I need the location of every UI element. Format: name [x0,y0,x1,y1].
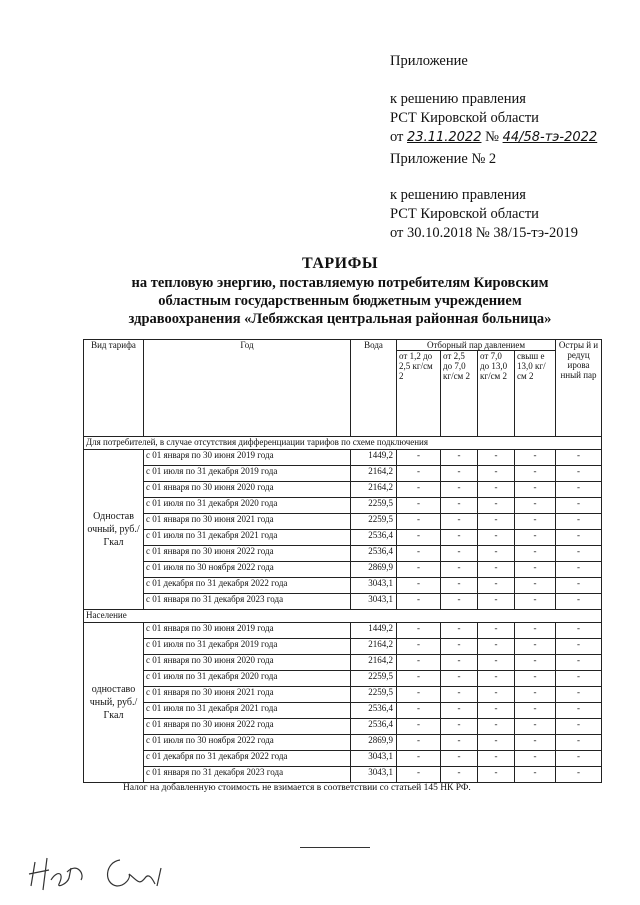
table-row [84,671,602,687]
table-row [84,751,602,767]
section1-label: Для потребителей, в случае отсутствия дифференциации тарифов по схеме подключения [84,437,602,450]
water-tariff-cell: 3043,1 [351,751,397,767]
empty-tariff-cell: - [478,546,515,562]
appendix-title: Приложение [390,53,468,69]
appendix2-header [390,186,578,243]
empty-tariff-cell: - [441,719,478,735]
empty-tariff-cell: - [556,498,602,514]
empty-tariff-cell: - [478,498,515,514]
water-tariff-cell: 2164,2 [351,482,397,498]
empty-tariff-cell: - [441,466,478,482]
empty-tariff-cell: - [515,735,556,751]
empty-tariff-cell: - [397,767,441,783]
handwritten-date: 23.11.2022 [407,130,482,145]
empty-tariff-cell: - [397,735,441,751]
empty-tariff-cell: - [441,671,478,687]
empty-tariff-cell: - [397,687,441,703]
title-line2: областным государственным бюджетным учреждением [158,293,522,309]
empty-tariff-cell: - [515,530,556,546]
table-row [84,735,602,751]
period-cell: с 01 января по 30 июня 2020 года [144,482,351,498]
period-cell: с 01 июля по 31 декабря 2020 года [144,671,351,687]
appendix-header [390,52,597,147]
col-steam-1: от 1,2 до 2,5 кг/см 2 [397,351,441,437]
empty-tariff-cell: - [397,562,441,578]
title-main: ТАРИФЫ [301,255,379,272]
empty-tariff-cell: - [397,703,441,719]
appendix-line2: РСТ Кировской области [390,110,539,126]
empty-tariff-cell: - [478,655,515,671]
period-cell: с 01 января по 30 июня 2021 года [144,687,351,703]
empty-tariff-cell: - [515,751,556,767]
empty-tariff-cell: - [515,687,556,703]
empty-tariff-cell: - [515,498,556,514]
empty-tariff-cell: - [397,482,441,498]
tariff-table [83,339,602,783]
water-tariff-cell: 2536,4 [351,719,397,735]
table-row [84,767,602,783]
empty-tariff-cell: - [397,623,441,639]
period-cell: с 01 января по 30 июня 2020 года [144,655,351,671]
water-tariff-cell: 3043,1 [351,578,397,594]
period-cell: с 01 января по 30 июня 2019 года [144,450,351,466]
table-row [84,514,602,530]
footnote: Налог на добавленную стоимость не взимается в соответствии со статьей 145 НК РФ. [123,783,471,793]
empty-tariff-cell: - [515,482,556,498]
empty-tariff-cell: - [515,594,556,610]
empty-tariff-cell: - [478,639,515,655]
document-title [95,255,585,328]
water-tariff-cell: 2869,9 [351,562,397,578]
empty-tariff-cell: - [441,546,478,562]
empty-tariff-cell: - [478,466,515,482]
period-cell: с 01 января по 31 декабря 2023 года [144,594,351,610]
water-tariff-cell: 2164,2 [351,655,397,671]
period-cell: с 01 января по 31 декабря 2023 года [144,767,351,783]
empty-tariff-cell: - [478,578,515,594]
empty-tariff-cell: - [441,687,478,703]
col-kind-header: Вид тарифа [84,340,144,437]
table-row [84,466,602,482]
water-tariff-cell: 2869,9 [351,735,397,751]
section-row [84,610,602,623]
empty-tariff-cell: - [397,530,441,546]
water-tariff-cell: 3043,1 [351,767,397,783]
empty-tariff-cell: - [515,514,556,530]
water-tariff-cell: 2259,5 [351,671,397,687]
empty-tariff-cell: - [441,655,478,671]
empty-tariff-cell: - [556,578,602,594]
empty-tariff-cell: - [515,671,556,687]
empty-tariff-cell: - [556,450,602,466]
empty-tariff-cell: - [556,735,602,751]
period-cell: с 01 июля по 31 декабря 2021 года [144,703,351,719]
period-cell: с 01 декабря по 31 декабря 2022 года [144,578,351,594]
table-row [84,546,602,562]
empty-tariff-cell: - [556,482,602,498]
empty-tariff-cell: - [478,703,515,719]
empty-tariff-cell: - [556,546,602,562]
table-row [84,530,602,546]
empty-tariff-cell: - [397,594,441,610]
period-cell: с 01 января по 30 июня 2021 года [144,514,351,530]
empty-tariff-cell: - [441,735,478,751]
empty-tariff-cell: - [478,482,515,498]
section2-body [84,623,602,783]
water-tariff-cell: 2259,5 [351,514,397,530]
empty-tariff-cell: - [515,578,556,594]
table-row [84,719,602,735]
empty-tariff-cell: - [441,530,478,546]
empty-tariff-cell: - [441,703,478,719]
empty-tariff-cell: - [397,514,441,530]
empty-tariff-cell: - [441,514,478,530]
empty-tariff-cell: - [441,578,478,594]
period-cell: с 01 июля по 30 ноября 2022 года [144,735,351,751]
appendix-date-line [390,128,597,147]
empty-tariff-cell: - [397,450,441,466]
table-row [84,498,602,514]
water-tariff-cell: 2536,4 [351,703,397,719]
empty-tariff-cell: - [515,466,556,482]
empty-tariff-cell: - [397,655,441,671]
period-cell: с 01 июля по 30 ноября 2022 года [144,562,351,578]
col-steam-2: от 2,5 до 7,0 кг/см 2 [441,351,478,437]
empty-tariff-cell: - [478,623,515,639]
empty-tariff-cell: - [515,450,556,466]
col-steam-3: от 7,0 до 13,0 кг/см 2 [478,351,515,437]
appendix2-title-block [390,150,496,169]
table-row [84,655,602,671]
period-cell: с 01 января по 30 июня 2019 года [144,623,351,639]
water-tariff-cell: 2536,4 [351,546,397,562]
col-sharp-steam-header: Остры й и редуц ирова нный пар [556,340,602,437]
empty-tariff-cell: - [478,735,515,751]
empty-tariff-cell: - [441,751,478,767]
section-row [84,437,602,450]
table-row [84,562,602,578]
table-row [84,687,602,703]
appendix2-title: Приложение № 2 [390,151,497,167]
empty-tariff-cell: - [556,767,602,783]
empty-tariff-cell: - [478,562,515,578]
period-cell: с 01 декабря по 31 декабря 2022 года [144,751,351,767]
col-steam-header: Отборный пар давлением [397,340,556,351]
empty-tariff-cell: - [515,703,556,719]
empty-tariff-cell: - [556,719,602,735]
empty-tariff-cell: - [397,498,441,514]
empty-tariff-cell: - [556,687,602,703]
period-cell: с 01 июля по 31 декабря 2019 года [144,639,351,655]
empty-tariff-cell: - [397,578,441,594]
empty-tariff-cell: - [515,719,556,735]
water-tariff-cell: 3043,1 [351,594,397,610]
appendix2-line2: РСТ Кировской области [390,206,539,222]
appendix2-line1: к решению правления [390,187,526,203]
water-tariff-cell: 1449,2 [351,623,397,639]
section2-label: Население [84,610,602,623]
empty-tariff-cell: - [556,623,602,639]
tariff-kind-cell: Одностав очный, руб./ Гкал [84,450,144,610]
empty-tariff-cell: - [441,562,478,578]
empty-tariff-cell: - [556,530,602,546]
table-row [84,639,602,655]
handwritten-number: 44/58-тэ-2022 [502,130,598,145]
title-line3: здравоохранения «Лебяжская центральная районная больница» [128,311,552,327]
period-cell: с 01 января по 30 июня 2022 года [144,546,351,562]
empty-tariff-cell: - [515,623,556,639]
empty-tariff-cell: - [515,655,556,671]
period-cell: с 01 июля по 31 декабря 2020 года [144,498,351,514]
empty-tariff-cell: - [556,639,602,655]
empty-tariff-cell: - [397,751,441,767]
empty-tariff-cell: - [441,498,478,514]
col-year-header: Год [144,340,351,437]
empty-tariff-cell: - [515,562,556,578]
empty-tariff-cell: - [556,466,602,482]
date-prefix: от [390,129,404,145]
col-steam-4: свыш е 13,0 кг/см 2 [515,351,556,437]
table-row [84,623,602,639]
empty-tariff-cell: - [556,562,602,578]
empty-tariff-cell: - [556,514,602,530]
tariff-kind-cell: одноставо чный, руб./ Гкал [84,623,144,783]
empty-tariff-cell: - [441,450,478,466]
water-tariff-cell: 2536,4 [351,530,397,546]
table-row [84,578,602,594]
table-header-row [84,340,602,351]
empty-tariff-cell: - [515,639,556,655]
empty-tariff-cell: - [397,466,441,482]
empty-tariff-cell: - [556,594,602,610]
empty-tariff-cell: - [397,671,441,687]
table-row [84,450,602,466]
empty-tariff-cell: - [441,482,478,498]
water-tariff-cell: 2164,2 [351,466,397,482]
empty-tariff-cell: - [478,687,515,703]
empty-tariff-cell: - [556,671,602,687]
empty-tariff-cell: - [478,767,515,783]
empty-tariff-cell: - [441,639,478,655]
appendix2-line3: от 30.10.2018 № 38/15-тэ-2019 [390,225,578,241]
empty-tariff-cell: - [478,751,515,767]
empty-tariff-cell: - [397,719,441,735]
empty-tariff-cell: - [556,703,602,719]
empty-tariff-cell: - [397,546,441,562]
title-line1: на тепловую энергию, поставляемую потребителям Кировским [131,275,549,291]
empty-tariff-cell: - [478,514,515,530]
empty-tariff-cell: - [478,530,515,546]
empty-tariff-cell: - [556,655,602,671]
empty-tariff-cell: - [478,719,515,735]
appendix-line1: к решению правления [390,91,526,107]
table-row [84,703,602,719]
table-row [84,594,602,610]
col-water-header: Вода [351,340,397,437]
empty-tariff-cell: - [515,767,556,783]
empty-tariff-cell: - [397,639,441,655]
empty-tariff-cell: - [441,594,478,610]
empty-tariff-cell: - [441,623,478,639]
empty-tariff-cell: - [478,450,515,466]
water-tariff-cell: 2259,5 [351,687,397,703]
empty-tariff-cell: - [441,767,478,783]
empty-tariff-cell: - [478,594,515,610]
water-tariff-cell: 2259,5 [351,498,397,514]
empty-tariff-cell: - [515,546,556,562]
number-prefix: № [485,129,499,145]
empty-tariff-cell: - [478,671,515,687]
signature-image [25,850,185,895]
section1-body [84,450,602,610]
period-cell: с 01 июля по 31 декабря 2019 года [144,466,351,482]
table-row [84,482,602,498]
signature-line [300,847,370,848]
water-tariff-cell: 2164,2 [351,639,397,655]
period-cell: с 01 января по 30 июня 2022 года [144,719,351,735]
period-cell: с 01 июля по 31 декабря 2021 года [144,530,351,546]
empty-tariff-cell: - [556,751,602,767]
water-tariff-cell: 1449,2 [351,450,397,466]
